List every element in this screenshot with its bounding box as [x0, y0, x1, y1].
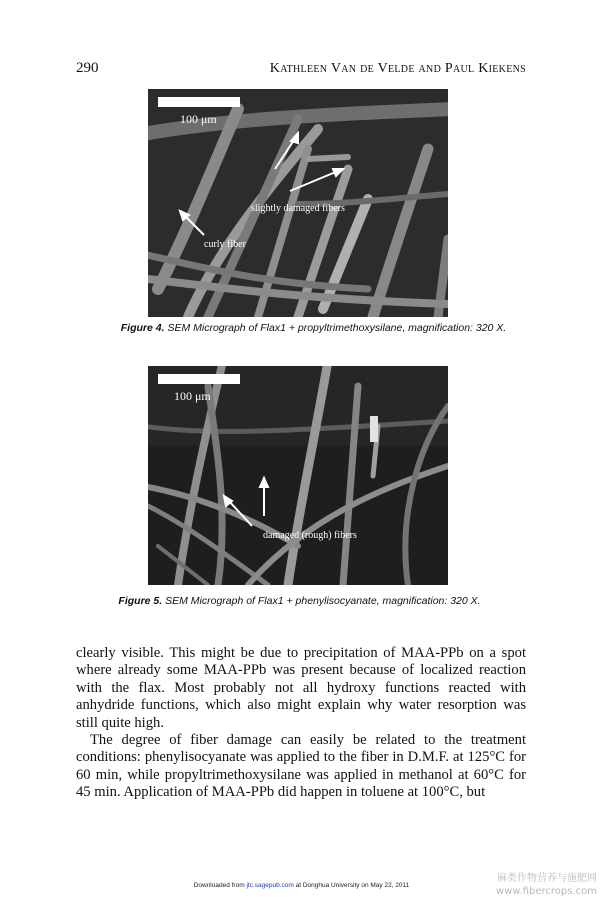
body-text	[76, 645, 526, 802]
figure-4-scale-label: 100 μm	[180, 112, 217, 126]
figure-5-micrograph	[148, 366, 448, 585]
paragraph-2: The degree of fiber damage can easily be related to the treatment conditions: phenylisocyanate was applied to the fiber in D.M.F. at 125°C for 60 min, while propyltrimethoxysilane was applied in methanol at 60°C for 45 min. Application of MAA-PPb did happen in toluene at 100°C, but	[76, 732, 526, 801]
figure-5-caption	[0, 595, 601, 607]
watermark-line-2: www.fibercrops.com	[495, 886, 597, 897]
watermark-line-1: 麻类作物营养与施肥网	[497, 873, 597, 884]
figure-4-caption-label: Figure 4.	[120, 322, 165, 334]
paragraph-1: clearly visible. This might be due to precipitation of MAA-PPb on a spot where already some MAA-PPb was present because of localized reaction with the flax. Most probably not all hydroxy functions reacted with anhydride functions, which also might explain why water resorption was still quite high.	[76, 645, 526, 731]
figure-4-annotation-slightly-damaged: slightly damaged fibers	[251, 203, 345, 214]
running-head: Kathleen Van de Velde and Paul Kiekens	[269, 61, 526, 76]
figure-4-caption-text: SEM Micrograph of Flax1 + propyltrimethoxysilane, magnification: 320 X.	[167, 322, 507, 334]
footer-suffix: at Donghua University on May 22, 2011	[293, 882, 410, 889]
footer-prefix: Downloaded from	[193, 882, 247, 889]
site-watermark	[496, 872, 597, 898]
footer-link[interactable]: jtc.sagepub.com	[246, 882, 294, 889]
figure-5-caption-label: Figure 5.	[118, 595, 163, 607]
figure-4-annotation-curly: curly fiber	[204, 239, 246, 250]
figure-4-caption	[12, 322, 603, 334]
figure-5-annotation-damaged: damaged (rough) fibers	[263, 530, 357, 541]
figure-5-caption-text: SEM Micrograph of Flax1 + phenylisocyanate, magnification: 320 X.	[165, 595, 481, 607]
page-number: 290	[76, 60, 99, 76]
figure-4-micrograph	[148, 89, 448, 317]
figure-5-scale-label: 100 μm	[174, 389, 211, 403]
